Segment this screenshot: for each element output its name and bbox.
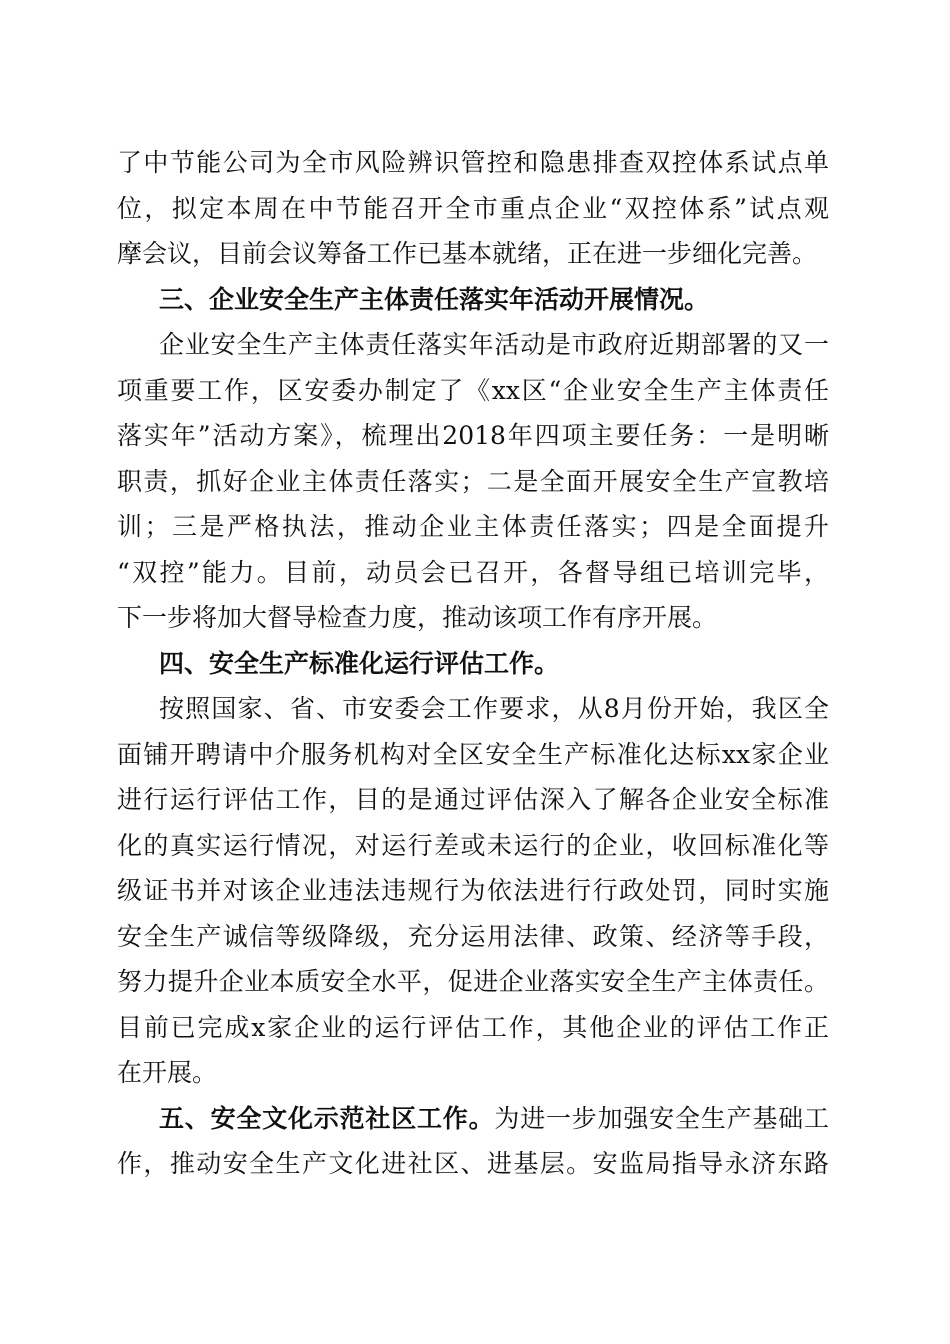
paragraph-line: “双控”能力。目前，动员会已召开，各督导组已培训完毕， bbox=[117, 557, 829, 587]
paragraph-line: 进行运行评估工作，目的是通过评估深入了解各企业安全标准 bbox=[117, 785, 829, 814]
paragraph-line: 化的真实运行情况，对运行差或未运行的企业，收回标准化等 bbox=[117, 830, 829, 860]
document-body bbox=[117, 140, 829, 1187]
paragraph-line: 努力提升企业本质安全水平，促进企业落实安全生产主体责任。 bbox=[117, 967, 829, 996]
paragraph-line: 训；三是严格执法，推动企业主体责任落实；四是全面提升 bbox=[117, 512, 829, 541]
section-5-text: 为进一步加强安全生产基础工 bbox=[494, 1103, 829, 1133]
paragraph-line: 级证书并对该企业违法违规行为依法进行行政处罚，同时实施 bbox=[117, 876, 829, 905]
section-heading-3: 三、企业安全生产主体责任落实年活动开展情况。 bbox=[159, 284, 710, 314]
paragraph-line: 目前已完成x家企业的运行评估工作，其他企业的评估工作正 bbox=[117, 1012, 829, 1042]
paragraph-line: 职责，抓好企业主体责任落实；二是全面开展安全生产宣教培 bbox=[117, 466, 829, 496]
paragraph-line: 位，拟定本周在中节能召开全市重点企业“双控体系”试点观 bbox=[117, 193, 829, 223]
paragraph-line: 面铺开聘请中介服务机构对全区安全生产标准化达标xx家企业 bbox=[117, 739, 829, 769]
section-5-line bbox=[117, 1096, 829, 1142]
paragraph-line: 企业安全生产主体责任落实年活动是市政府近期部署的又一 bbox=[159, 330, 829, 359]
paragraph-line: 了中节能公司为全市风险辨识管控和隐患排查双控体系试点单 bbox=[117, 148, 829, 177]
paragraph-line: 落实年”活动方案》，梳理出2018年四项主要任务：一是明晰 bbox=[117, 421, 829, 450]
paragraph-line: 作，推动安全生产文化进社区、进基层。安监局指导永济东路 bbox=[117, 1149, 829, 1178]
paragraph-line: 摩会议，目前会议筹备工作已基本就绪，正在进一步细化完善。 bbox=[117, 239, 818, 268]
paragraph-line: 安全生产诚信等级降级，充分运用法律、政策、经济等手段， bbox=[117, 921, 829, 951]
paragraph-line: 按照国家、省、市安委会工作要求，从8月份开始，我区全 bbox=[159, 694, 829, 723]
section-heading-4: 四、安全生产标准化运行评估工作。 bbox=[159, 648, 560, 678]
paragraph-line: 下一步将加大督导检查力度，推动该项工作有序开展。 bbox=[117, 603, 718, 632]
paragraph-line: 项重要工作，区安委办制定了《xx区“企业安全生产主体责任 bbox=[117, 375, 829, 405]
paragraph-line: 在开展。 bbox=[117, 1058, 218, 1087]
section-heading-5: 五、安全文化示范社区工作。 bbox=[159, 1103, 495, 1133]
